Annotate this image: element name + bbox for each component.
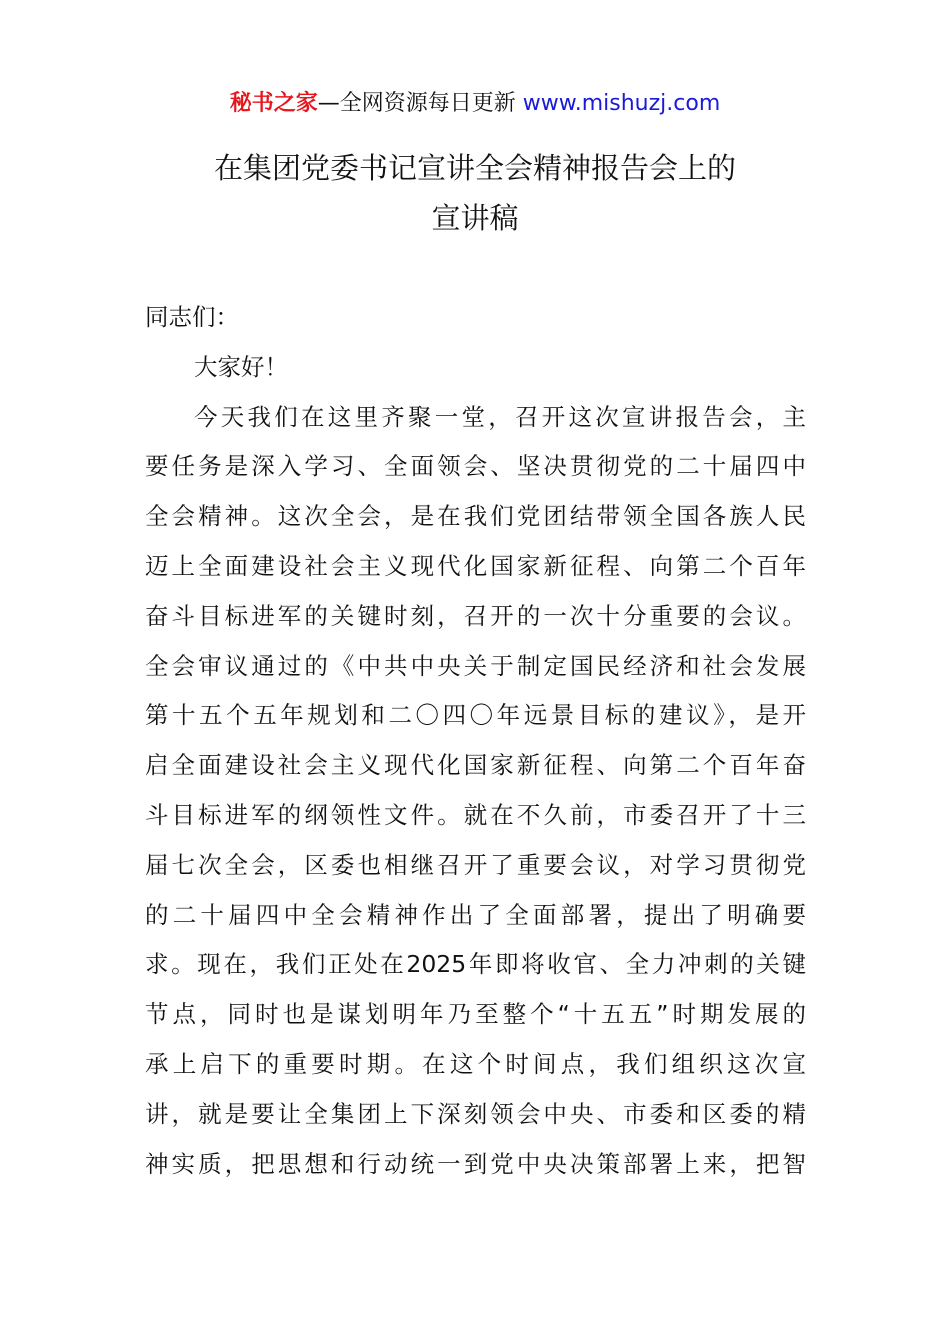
paragraph-line: 承上启下的重要时期。在这个时间点，我们组织这次宣 bbox=[145, 1049, 806, 1078]
paragraph-line: 迈上全面建设社会主义现代化国家新征程、向第二个百年 bbox=[145, 551, 806, 580]
brand-name: 秘书之家 bbox=[229, 91, 318, 116]
paragraph-line: 今天我们在这里齐聚一堂，召开这次宣讲报告会，主 bbox=[194, 402, 806, 431]
banner-tagline: —全网资源每日更新 bbox=[317, 91, 523, 116]
paragraph-line: 启全面建设社会主义现代化国家新征程、向第二个百年奋 bbox=[145, 751, 806, 780]
greeting: 大家好！ bbox=[194, 352, 288, 381]
salutation: 同志们： bbox=[145, 303, 239, 331]
site-url-link[interactable]: www.mishuzj.com bbox=[522, 91, 721, 116]
paragraph-line: 斗目标进军的纲领性文件。就在不久前，市委召开了十三 bbox=[145, 800, 806, 829]
paragraph-line: 讲，就是要让全集团上下深刻领会中央、市委和区委的精 bbox=[145, 1099, 806, 1128]
paragraph-line: 求。现在，我们正处在2025年即将收官、全力冲刺的关键 bbox=[145, 950, 806, 979]
document-body bbox=[145, 293, 806, 1189]
site-banner bbox=[0, 88, 950, 120]
paragraph-line: 的二十届四中全会精神作出了全面部署，提出了明确要 bbox=[145, 900, 806, 929]
paragraph-line: 第十五个五年规划和二〇四〇年远景目标的建议》，是开 bbox=[145, 701, 806, 730]
paragraph-line: 全会审议通过的《中共中央关于制定国民经济和社会发展 bbox=[145, 651, 806, 680]
paragraph-line: 奋斗目标进军的关键时刻，召开的一次十分重要的会议。 bbox=[145, 601, 806, 630]
paragraph-line: 全会精神。这次全会，是在我们党团结带领全国各族人民 bbox=[145, 502, 806, 531]
paragraph-line: 神实质，把思想和行动统一到党中央决策部署上来，把智 bbox=[145, 1149, 806, 1178]
paragraph-line: 节点，同时也是谋划明年乃至整个“十五五”时期发展的 bbox=[145, 1000, 806, 1029]
document-title-line-2: 宣讲稿 bbox=[431, 201, 519, 235]
paragraph-line: 要任务是深入学习、全面领会、坚决贯彻党的二十届四中 bbox=[145, 452, 806, 481]
document-title-line-1: 在集团党委书记宣讲全会精神报告会上的 bbox=[213, 151, 736, 185]
paragraph-line: 届七次全会，区委也相继召开了重要会议，对学习贯彻党 bbox=[145, 850, 806, 879]
